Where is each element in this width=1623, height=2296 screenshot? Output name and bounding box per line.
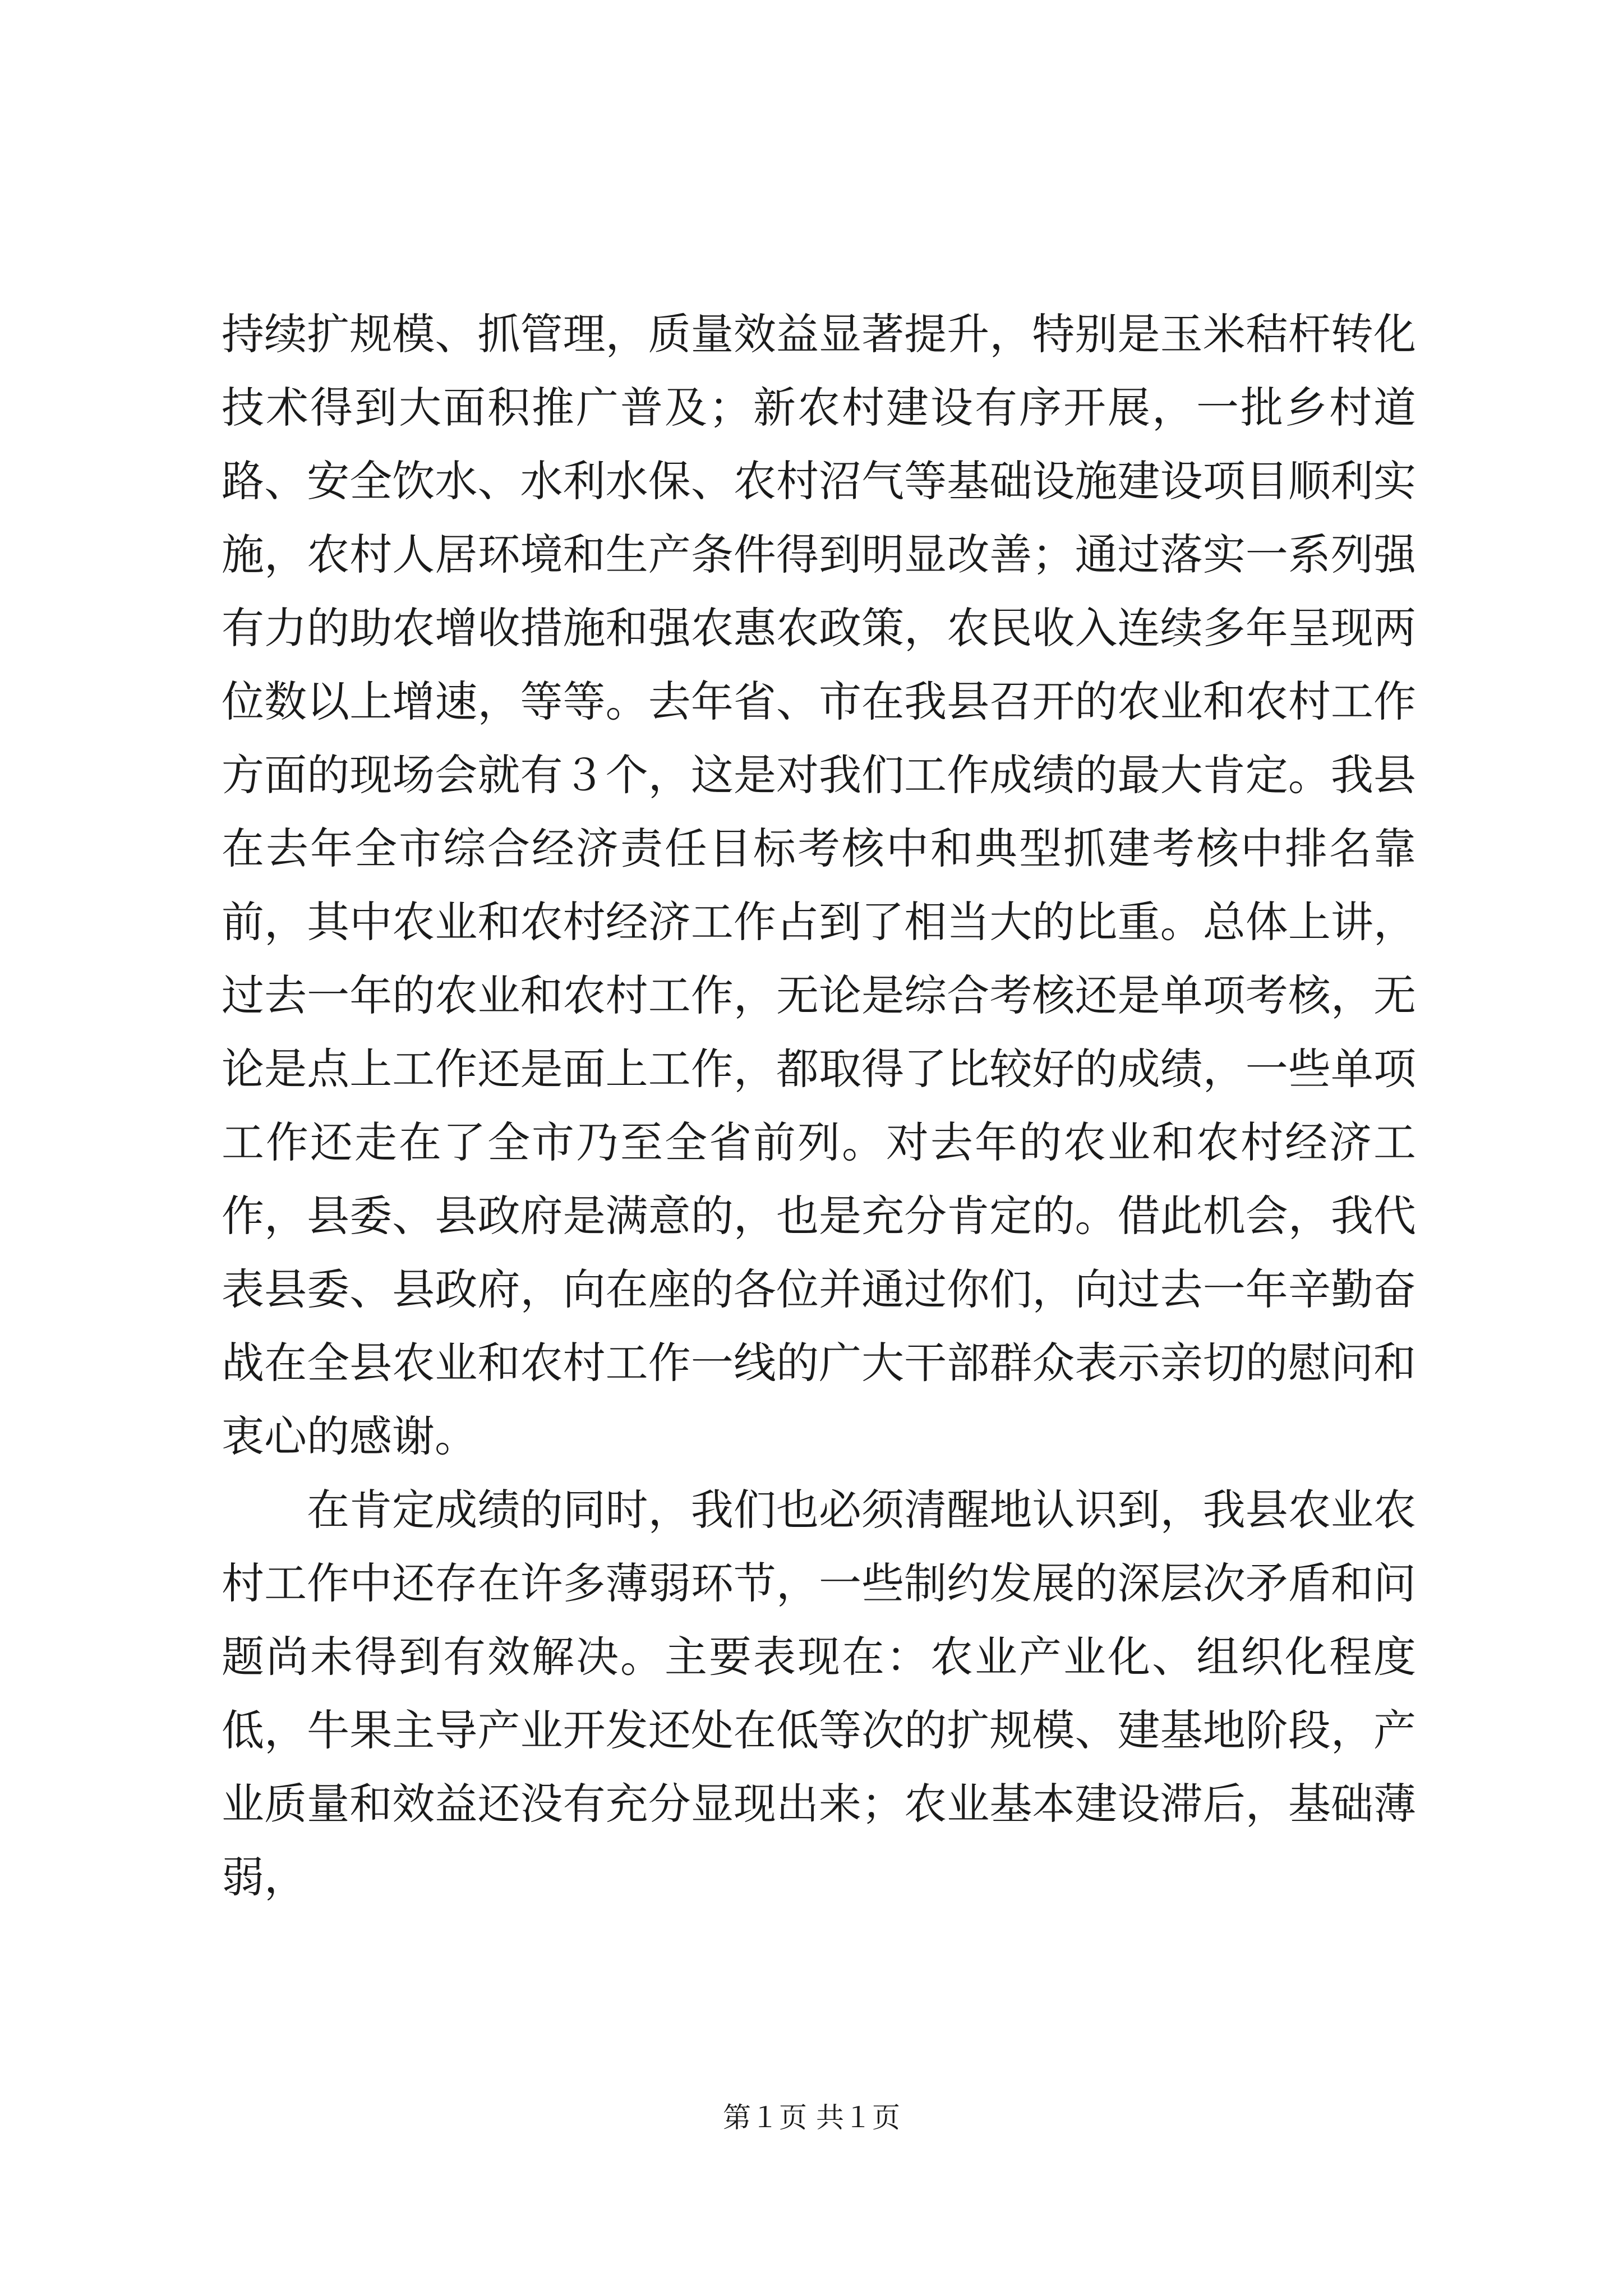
paragraph-1: 持续扩规模、抓管理，质量效益显著提升，特别是玉米秸杆转化技术得到大面积推广普及；新农村建设有序开展，一批乡村道路、安全饮水、水利水保、农村沼气等基础设施建设项目顺利实施，农村人居环境和生产条件得到明显改善；通过落实一系列强有力的助农增收措施和强农惠农政策，农民收入连续多年呈现两位数以上增速，等等。去年省、市在我县召开的农业和农村工作方面的现场会就有３个，这是对我们工作成绩的最大肯定。我县在去年全市综合经济责任目标考核中和典型抓建考核中排名靠前，其中农业和农村经济工作占到了相当大的比重。总体上讲，过去一年的农业和农村工作，无论是综合考核还是单项考核，无论是点上工作还是面上工作，都取得了比较好的成绩，一些单项工作还走在了全市乃至全省前列。对去年的农业和农村经济工作，县委、县政府是满意的，也是充分肯定的。借此机会，我代表县委、县政府，向在座的各位并通过你们，向过去一年辛勤奋战在全县农业和农村工作一线的广大干部群众表示亲切的慰问和衷心的感谢。	[222, 309, 1416, 1461]
paragraph-2: 在肯定成绩的同时，我们也必须清醒地认识到，我县农业农村工作中还存在许多薄弱环节，一些制约发展的深层次矛盾和问题尚未得到有效解决。主要表现在：农业产业化、组织化程度低，牛果主导产业开发还处在低等次的扩规模、建基地阶段，产业质量和效益还没有充分显现出来；农业基本建设滞后，基础薄弱，	[222, 1485, 1416, 1902]
document-body	[222, 297, 1416, 1914]
page-footer: 第１页 共１页	[723, 2101, 900, 2134]
